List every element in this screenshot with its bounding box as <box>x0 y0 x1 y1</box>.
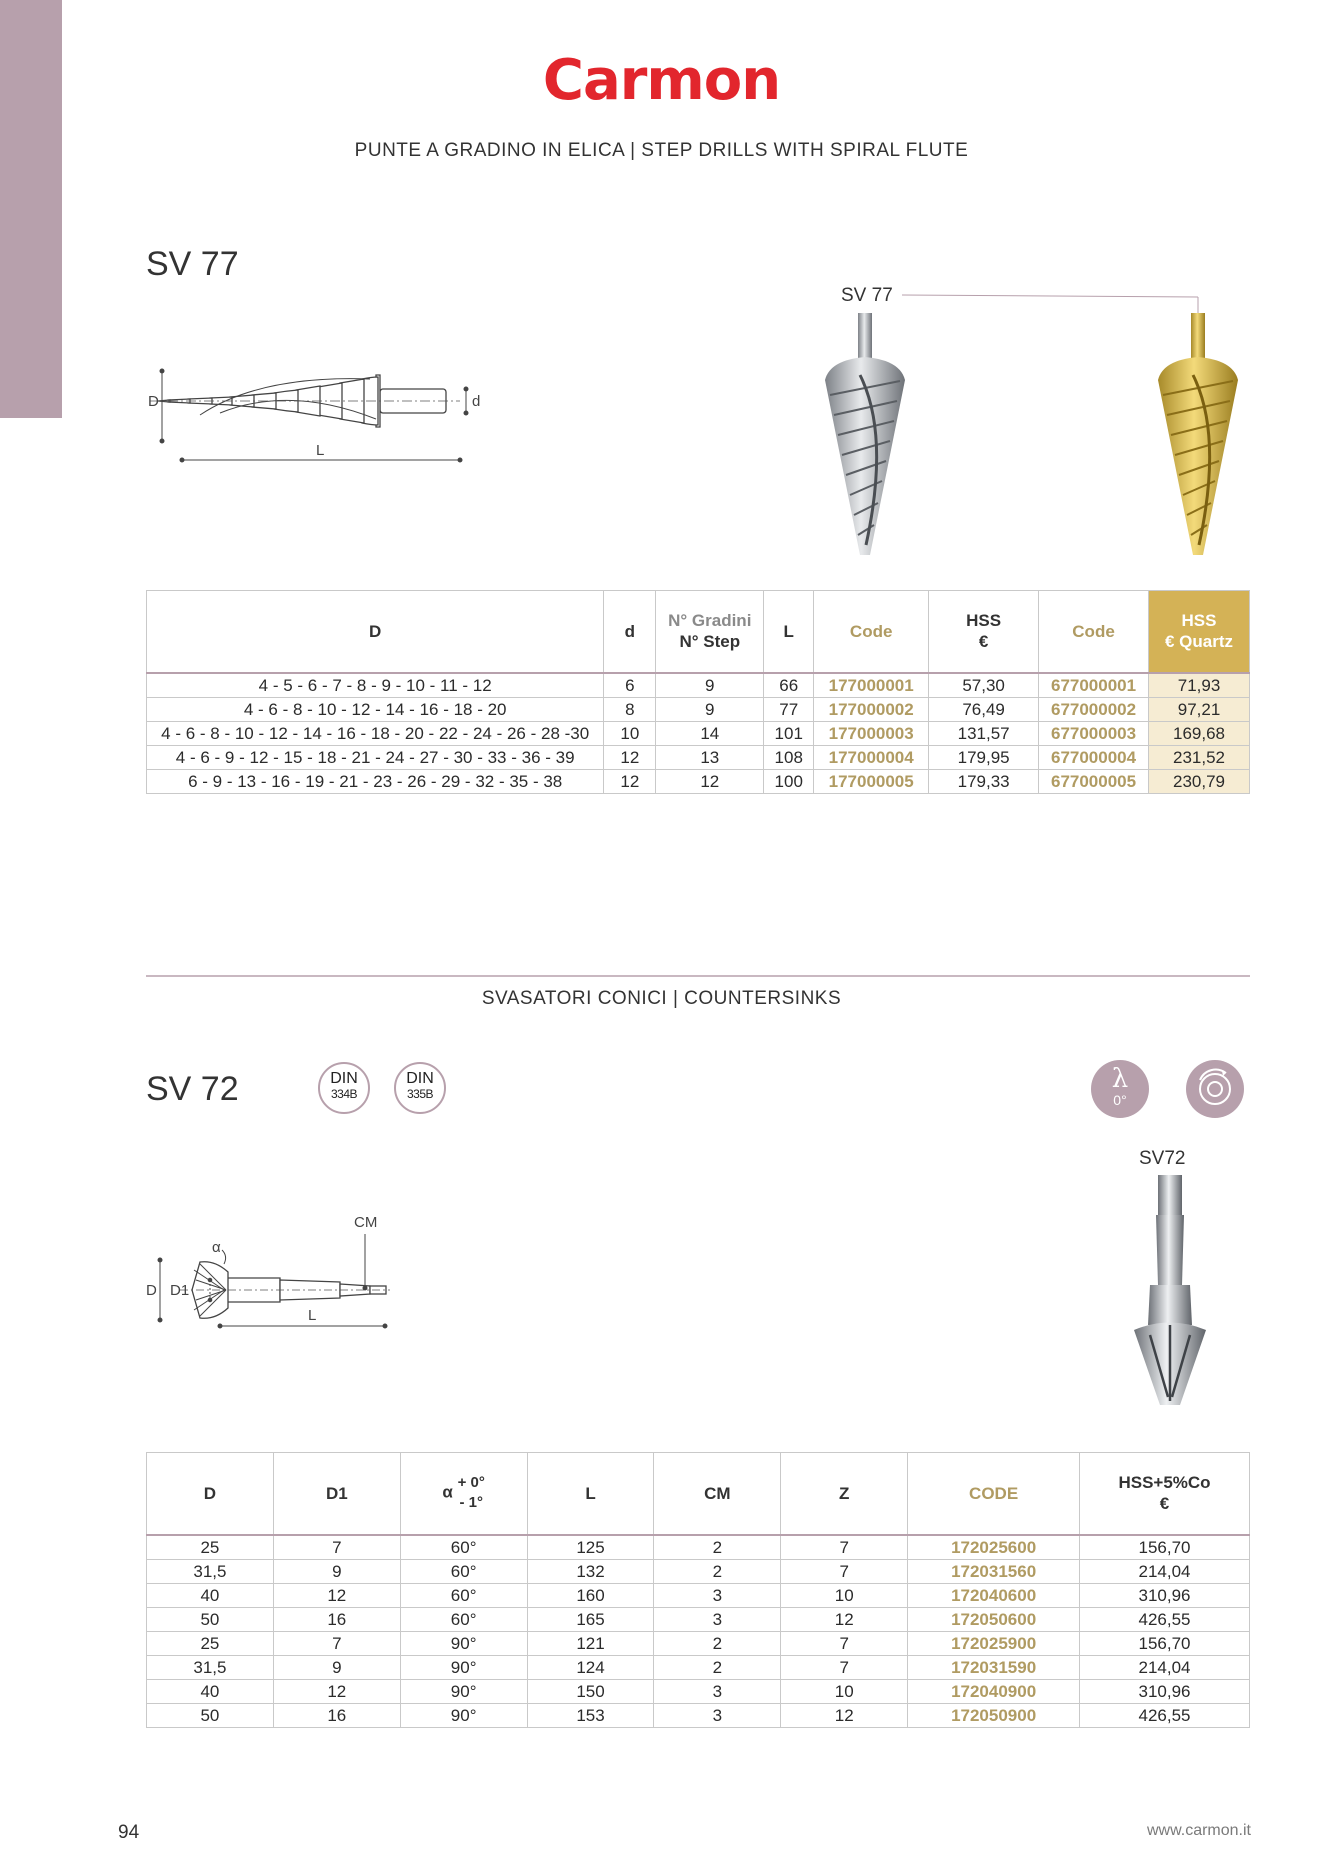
cell-code-quartz: 677000002 <box>1039 697 1149 721</box>
cell-D: 4 - 6 - 9 - 12 - 15 - 18 - 21 - 24 - 27 - 30 - 33 - 36 - 39 <box>147 745 604 769</box>
cell-code: 172025600 <box>908 1535 1080 1560</box>
cell-D1: 12 <box>273 1679 400 1703</box>
cell-code-quartz: 677000001 <box>1039 673 1149 698</box>
cell-code-hss: 177000002 <box>814 697 929 721</box>
dim-label-d: d <box>472 393 481 410</box>
cell-D: 31,5 <box>147 1559 274 1583</box>
header-quartz-price-l1: HSS <box>1181 611 1217 631</box>
cell-alpha: 90° <box>400 1703 527 1727</box>
cell-D1: 7 <box>273 1535 400 1560</box>
section-title-countersinks: SVASATORI CONICI | COUNTERSINKS <box>481 988 842 1009</box>
cell-L: 124 <box>527 1655 654 1679</box>
cell-D: 40 <box>147 1583 274 1607</box>
cell-CM: 3 <box>654 1703 781 1727</box>
cell-price: 156,70 <box>1080 1631 1250 1655</box>
cell-L: 125 <box>527 1535 654 1560</box>
rotation-direction-icon <box>1186 1060 1244 1118</box>
cell-D: 50 <box>147 1607 274 1631</box>
cell-CM: 3 <box>654 1679 781 1703</box>
header-hss-price-l1: HSS <box>966 611 1002 631</box>
cell-quartz-price: 97,21 <box>1149 697 1250 721</box>
din-335b-badge <box>394 1062 446 1114</box>
sv72-technical-drawing <box>140 1200 440 1340</box>
cell-code: 172050600 <box>908 1607 1080 1631</box>
sv72-spec-table <box>146 1452 1250 1728</box>
rotation-icon <box>1186 1060 1244 1118</box>
cell-L: 150 <box>527 1679 654 1703</box>
cell-L: 160 <box>527 1583 654 1607</box>
header-d: d <box>604 591 656 673</box>
header-L: L <box>764 591 814 673</box>
cell-alpha: 90° <box>400 1655 527 1679</box>
dim-label-D: D <box>146 1282 157 1299</box>
cell-alpha: 90° <box>400 1679 527 1703</box>
sv77-image-label: SV 77 <box>841 285 893 306</box>
cell-code: 172040600 <box>908 1583 1080 1607</box>
cell-D: 50 <box>147 1703 274 1727</box>
cell-price: 214,04 <box>1080 1655 1250 1679</box>
cell-hss-price: 57,30 <box>929 673 1039 698</box>
header-quartz-price-l2: € Quartz <box>1164 632 1234 652</box>
brand-logo: Carmon <box>542 48 781 113</box>
cell-steps: 14 <box>656 721 764 745</box>
header-steps-it: N° Gradini <box>668 611 752 631</box>
cell-Z: 7 <box>781 1559 908 1583</box>
helix-angle-icon <box>1091 1060 1149 1118</box>
cell-CM: 2 <box>654 1535 781 1560</box>
table-row <box>147 697 1250 721</box>
cell-hss-price: 179,33 <box>929 769 1039 793</box>
cell-price: 310,96 <box>1080 1679 1250 1703</box>
cell-D: 6 - 9 - 13 - 16 - 19 - 21 - 23 - 26 - 29 - 32 - 35 - 38 <box>147 769 604 793</box>
cell-D1: 16 <box>273 1703 400 1727</box>
cell-code: 172031560 <box>908 1559 1080 1583</box>
cell-code-hss: 177000005 <box>814 769 929 793</box>
cell-hss-price: 131,57 <box>929 721 1039 745</box>
cell-D: 25 <box>147 1631 274 1655</box>
cell-CM: 2 <box>654 1631 781 1655</box>
cell-d: 10 <box>604 721 656 745</box>
cell-code-quartz: 677000003 <box>1039 721 1149 745</box>
sv72-product-photo <box>1120 1175 1220 1415</box>
header-quartz-price <box>1149 591 1250 673</box>
cell-Z: 7 <box>781 1631 908 1655</box>
cell-D: 31,5 <box>147 1655 274 1679</box>
cell-L: 77 <box>764 697 814 721</box>
cell-Z: 10 <box>781 1583 908 1607</box>
badge-din-number: 334B <box>330 1087 358 1101</box>
dim-label-CM: CM <box>354 1214 378 1231</box>
page-number: 94 <box>118 1822 140 1843</box>
cell-D: 4 - 5 - 6 - 7 - 8 - 9 - 10 - 11 - 12 <box>147 673 604 698</box>
header-alpha <box>400 1453 527 1535</box>
section-divider <box>146 975 1250 977</box>
cell-quartz-price: 71,93 <box>1149 673 1250 698</box>
cell-steps: 9 <box>656 673 764 698</box>
cell-CM: 3 <box>654 1583 781 1607</box>
header-price <box>1080 1453 1250 1535</box>
cell-d: 6 <box>604 673 656 698</box>
cell-d: 8 <box>604 697 656 721</box>
header-D1: D1 <box>273 1453 400 1535</box>
cell-L: 132 <box>527 1559 654 1583</box>
cell-alpha: 60° <box>400 1559 527 1583</box>
header-alpha-symbol: α <box>442 1482 453 1502</box>
cell-code-hss: 177000004 <box>814 745 929 769</box>
dim-label-D1: D1 <box>170 1282 190 1299</box>
cell-L: 153 <box>527 1703 654 1727</box>
cell-D1: 7 <box>273 1631 400 1655</box>
cell-D1: 12 <box>273 1583 400 1607</box>
cell-alpha: 60° <box>400 1607 527 1631</box>
cell-CM: 2 <box>654 1655 781 1679</box>
cell-alpha: 90° <box>400 1631 527 1655</box>
header-steps-en: N° Step <box>679 632 741 652</box>
cell-quartz-price: 231,52 <box>1149 745 1250 769</box>
cell-code: 172031590 <box>908 1655 1080 1679</box>
cell-D1: 16 <box>273 1607 400 1631</box>
cell-code-hss: 177000003 <box>814 721 929 745</box>
table-row <box>147 769 1250 793</box>
sv72-image-label: SV72 <box>1139 1148 1186 1169</box>
table-row <box>147 1535 1250 1560</box>
cell-CM: 3 <box>654 1607 781 1631</box>
sv77-spec-table <box>146 590 1250 794</box>
table-row <box>147 1583 1250 1607</box>
cell-CM: 2 <box>654 1559 781 1583</box>
cell-D: 25 <box>147 1535 274 1560</box>
table-row <box>147 1655 1250 1679</box>
cell-L: 121 <box>527 1631 654 1655</box>
dim-label-L: L <box>316 442 325 459</box>
badge-din-label: DIN <box>330 1070 358 1087</box>
cell-d: 12 <box>604 769 656 793</box>
table-row <box>147 673 1250 698</box>
header-code-hss: Code <box>814 591 929 673</box>
cell-D: 4 - 6 - 8 - 10 - 12 - 14 - 16 - 18 - 20 <box>147 697 604 721</box>
header-price-l1: HSS+5%Co <box>1118 1473 1211 1493</box>
cell-L: 165 <box>527 1607 654 1631</box>
dim-label-alpha: α <box>212 1239 221 1256</box>
cell-L: 101 <box>764 721 814 745</box>
header-CM: CM <box>654 1453 781 1535</box>
table-row <box>147 1607 1250 1631</box>
table-row <box>147 721 1250 745</box>
sv77-technical-drawing <box>140 355 520 470</box>
header-code-quartz: Code <box>1039 591 1149 673</box>
cell-D: 4 - 6 - 8 - 10 - 12 - 14 - 16 - 18 - 20 - 22 - 24 - 26 - 28 -30 <box>147 721 604 745</box>
header-hss-price-l2: € <box>978 632 989 652</box>
cell-price: 156,70 <box>1080 1535 1250 1560</box>
cell-code: 172040900 <box>908 1679 1080 1703</box>
badge-din-number: 335B <box>406 1087 434 1101</box>
cell-steps: 12 <box>656 769 764 793</box>
cell-price: 214,04 <box>1080 1559 1250 1583</box>
header-D: D <box>147 1453 274 1535</box>
cell-Z: 12 <box>781 1703 908 1727</box>
cell-L: 108 <box>764 745 814 769</box>
cell-steps: 9 <box>656 697 764 721</box>
helix-angle-value: 0° <box>1113 1092 1127 1108</box>
cell-price: 426,55 <box>1080 1703 1250 1727</box>
cell-hss-price: 76,49 <box>929 697 1039 721</box>
cell-code: 172050900 <box>908 1703 1080 1727</box>
cell-alpha: 60° <box>400 1535 527 1560</box>
badge-din-label: DIN <box>406 1070 434 1087</box>
header-code: CODE <box>908 1453 1080 1535</box>
cell-D1: 9 <box>273 1655 400 1679</box>
product-title-sv72: SV 72 <box>146 1070 239 1108</box>
header-alpha-tol-plus: + 0° <box>457 1474 485 1492</box>
cell-Z: 12 <box>781 1607 908 1631</box>
table-row <box>147 1703 1250 1727</box>
header-alpha-tol-minus: - 1° <box>459 1494 483 1512</box>
cell-Z: 7 <box>781 1655 908 1679</box>
cell-code: 172025900 <box>908 1631 1080 1655</box>
header-steps <box>656 591 764 673</box>
cell-quartz-price: 230,79 <box>1149 769 1250 793</box>
cell-alpha: 60° <box>400 1583 527 1607</box>
cell-D: 40 <box>147 1679 274 1703</box>
din-334b-badge <box>318 1062 370 1114</box>
product-title-sv77: SV 77 <box>146 245 239 283</box>
cell-D1: 9 <box>273 1559 400 1583</box>
cell-Z: 10 <box>781 1679 908 1703</box>
cell-code-quartz: 677000005 <box>1039 769 1149 793</box>
table-row <box>147 1559 1250 1583</box>
cell-steps: 13 <box>656 745 764 769</box>
cell-code-hss: 177000001 <box>814 673 929 698</box>
section-title-step-drills: PUNTE A GRADINO IN ELICA | STEP DRILLS WITH SPIRAL FLUTE <box>354 140 969 161</box>
cell-L: 66 <box>764 673 814 698</box>
cell-Z: 7 <box>781 1535 908 1560</box>
header-price-l2: € <box>1159 1494 1170 1514</box>
cell-code-quartz: 677000004 <box>1039 745 1149 769</box>
table-row <box>147 1679 1250 1703</box>
header-L: L <box>527 1453 654 1535</box>
table-row <box>147 1631 1250 1655</box>
header-Z: Z <box>781 1453 908 1535</box>
cell-price: 426,55 <box>1080 1607 1250 1631</box>
website-link[interactable]: www.carmon.it <box>1146 1822 1251 1839</box>
lambda-symbol: λ <box>1111 1064 1129 1094</box>
cell-hss-price: 179,95 <box>929 745 1039 769</box>
cell-quartz-price: 169,68 <box>1149 721 1250 745</box>
cell-L: 100 <box>764 769 814 793</box>
cell-price: 310,96 <box>1080 1583 1250 1607</box>
table-row <box>147 745 1250 769</box>
dim-label-L: L <box>308 1307 317 1324</box>
header-D: D <box>147 591 604 673</box>
cell-d: 12 <box>604 745 656 769</box>
dim-label-D: D <box>148 393 159 410</box>
sv77-product-photos <box>800 285 1270 560</box>
header-hss-price <box>929 591 1039 673</box>
